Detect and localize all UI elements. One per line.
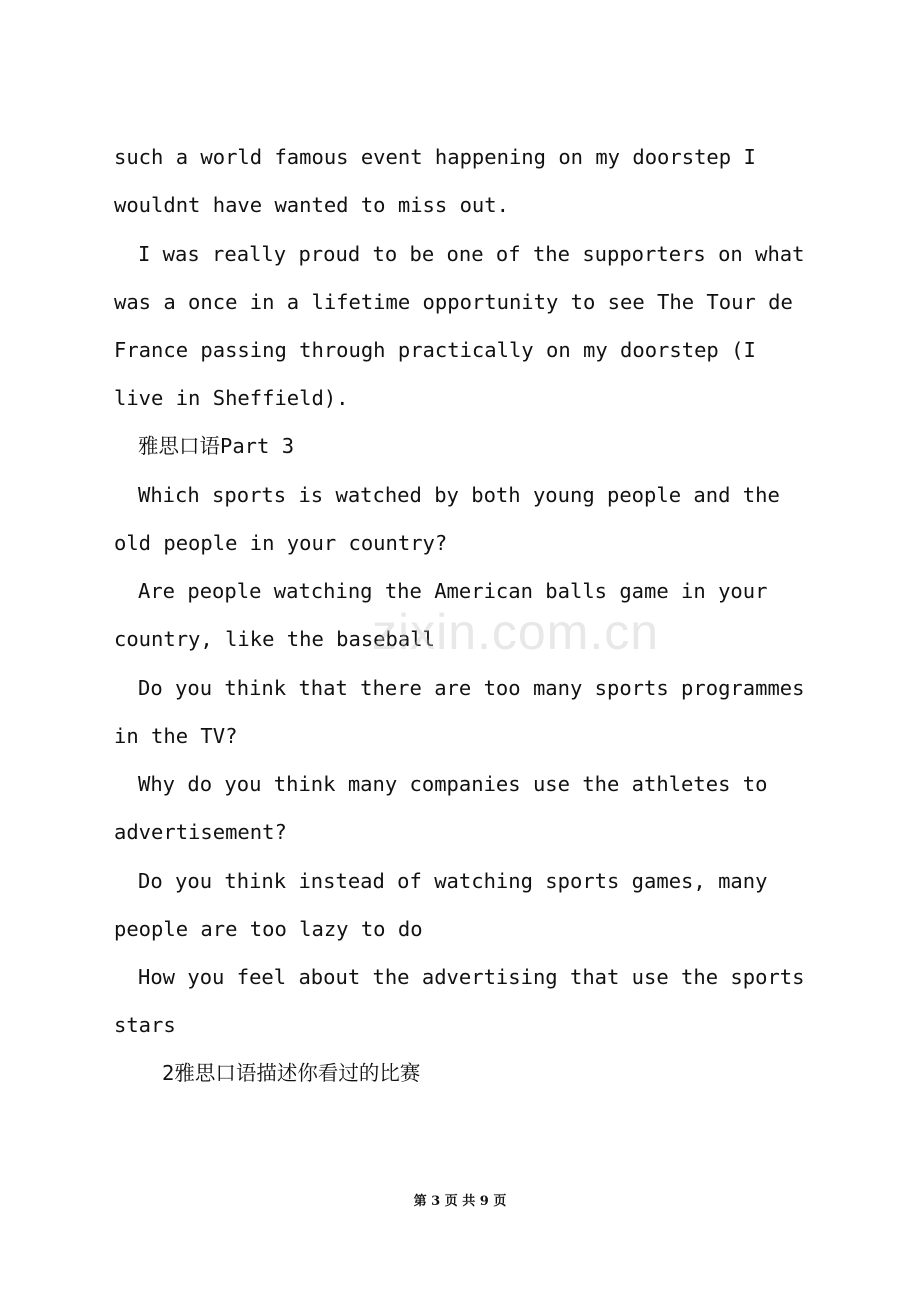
- question-line: people are too lazy to do: [114, 917, 423, 941]
- question-line: stars: [114, 1013, 176, 1037]
- section-heading: 雅思口语Part 3: [138, 434, 295, 458]
- question-line: Are people watching the American balls game in your: [138, 579, 768, 603]
- text-line: wouldnt have wanted to miss out.: [114, 193, 509, 217]
- question-line: old people in your country?: [114, 531, 448, 555]
- text-line: France passing through practically on my doorstep (I: [114, 338, 756, 362]
- watermark: zixin.com.cn: [372, 604, 660, 660]
- page-footer: 第 3 页 共 9 页: [413, 1194, 507, 1209]
- question-line: advertisement?: [114, 820, 287, 844]
- text-line: was a once in a lifetime opportunity to see The Tour de: [114, 290, 793, 314]
- text-line: I was really proud to be one of the supporters on what: [138, 242, 805, 266]
- question-line: How you feel about the advertising that use the sports: [138, 965, 805, 989]
- text-line: such a world famous event happening on my doorstep I: [114, 145, 756, 169]
- question-line: Do you think instead of watching sports games, many: [138, 869, 768, 893]
- question-line: in the TV?: [114, 724, 238, 748]
- text-line: live in Sheffield).: [114, 386, 349, 410]
- question-line: Which sports is watched by both young people and the: [138, 483, 780, 507]
- question-line: country, like the baseball: [114, 627, 435, 651]
- question-line: Do you think that there are too many sports programmes: [138, 676, 805, 700]
- section-heading: 2雅思口语描述你看过的比赛: [162, 1061, 421, 1085]
- question-line: Why do you think many companies use the athletes to: [138, 772, 768, 796]
